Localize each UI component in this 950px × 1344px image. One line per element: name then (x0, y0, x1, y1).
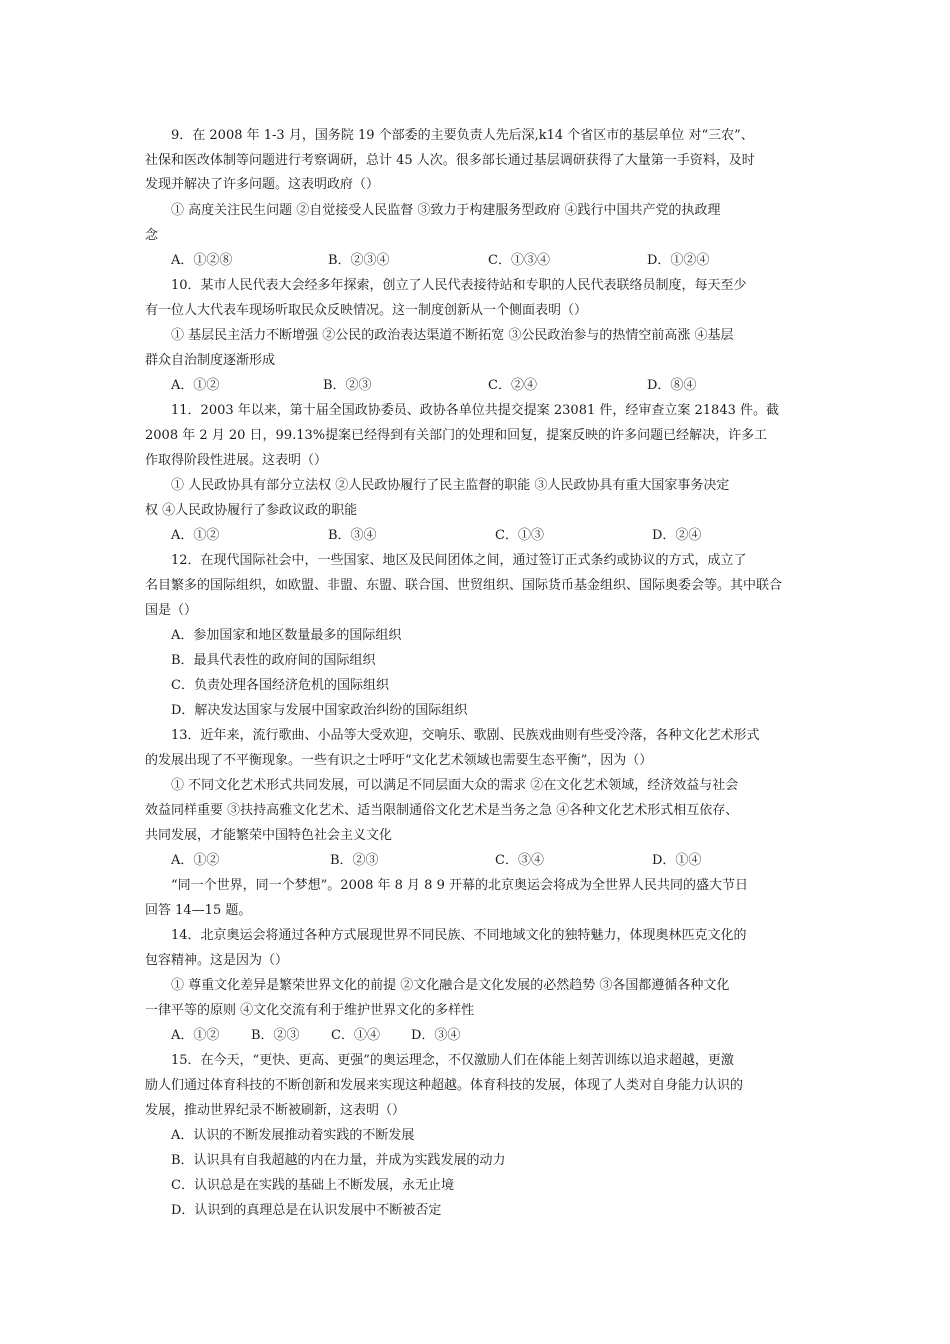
q11-stem-line-2: 2008 年 2 月 20 日，99.13%提案已经得到有关部门的处理和回复，提案反映的许多问题已经解决，许多工 (145, 428, 768, 443)
q14-option-a: A．①② (171, 1028, 220, 1043)
q9-statements-line-1: ① 高度关注民生问题 ②自觉接受人民监督 ③致力于构建服务型政府 ④践行中国共产党的执政理 (171, 203, 721, 218)
q10-option-c: C．②④ (488, 378, 537, 393)
q9-stem-line-3: 发现并解决了许多问题。这表明政府（） (145, 177, 380, 192)
q14-option-b: B．②③ (251, 1028, 300, 1043)
q15-option-c: C．认识总是在实践的基础上不断发展，永无止境 (171, 1178, 454, 1193)
q15-option-d: D．认识到的真理总是在认识发展中不断被否定 (171, 1203, 442, 1218)
q14-statements-line-2: 一律平等的原则 ④文化交流有利于维护世界文化的多样性 (145, 1003, 475, 1018)
q11-statements-line-2: 权 ④人民政协履行了参政议政的职能 (145, 503, 358, 518)
q15-option-a: A．认识的不断发展推动着实践的不断发展 (171, 1128, 415, 1143)
q9-option-d: D．①②④ (647, 253, 710, 268)
q11-option-d: D．②④ (652, 528, 702, 543)
q11-option-c: C．①③ (495, 528, 544, 543)
q15-stem-line-1: 15．在今天，“更快、更高、更强”的奥运理念，不仅激励人们在体能上刻苦训练以追求超越，更激 (171, 1053, 734, 1068)
q12-stem-line-1: 12．在现代国际社会中，一些国家、地区及民间团体之间，通过签订正式条约或协议的方式，成立了 (171, 553, 747, 568)
q15-stem-line-3: 发展，推动世界纪录不断被刷新，这表明（） (145, 1103, 406, 1118)
q14-statements-line-1: ① 尊重文化差异是繁荣世界文化的前提 ②文化融合是文化发展的必然趋势 ③各国都遵循各种文化 (171, 978, 730, 993)
q14-option-c: C．①④ (331, 1028, 380, 1043)
q12-stem-line-3: 国是（） (145, 603, 198, 618)
q9-stem-line-2: 社保和医改体制等问题进行考察调研，总计 45 人次。很多部长通过基层调研获得了大量第一手资料，及时 (145, 153, 755, 168)
q14-stem-line-2: 包容精神。这是因为（） (145, 953, 289, 968)
q15-option-b: B．认识具有自我超越的内在力量，并成为实践发展的动力 (171, 1153, 506, 1168)
q13-option-a: A．①② (171, 853, 220, 868)
q14-option-d: D．③④ (411, 1028, 461, 1043)
q12-stem-line-2: 名目繁多的国际组织，如欧盟、非盟、东盟、联合国、世贸组织、国际货币基金组织、国际奥委会等。其中联合 (145, 578, 783, 593)
q10-stem-line-1: 10．某市人民代表大会经多年探索，创立了人民代表接待站和专职的人民代表联络员制度，每天至少 (171, 278, 747, 293)
q9-stem-line-1: 9．在 2008 年 1-3 月，国务院 19 个部委的主要负责人先后深,k14 个省区市的基层单位 对“三农”、 (171, 128, 754, 143)
q10-statements-line-1: ① 基层民主活力不断增强 ②公民的政治表达渠道不断拓宽 ③公民政治参与的热情空前高涨 ④基层 (171, 328, 734, 343)
q10-option-a: A．①② (171, 378, 220, 393)
q11-option-b: B．③④ (328, 528, 377, 543)
q9-option-b: B．②③④ (328, 253, 390, 268)
q11-statements-line-1: ① 人民政协具有部分立法权 ②人民政协履行了民主监督的职能 ③人民政协具有重大国家事务决定 (171, 478, 730, 493)
q9-option-c: C．①③④ (488, 253, 550, 268)
q12-option-a: A．参加国家和地区数量最多的国际组织 (171, 628, 402, 643)
q13-option-d: D．①④ (652, 853, 702, 868)
q11-option-a: A．①② (171, 528, 220, 543)
q12-option-d: D．解决发达国家与发展中国家政治纠纷的国际组织 (171, 703, 468, 718)
q13-statements-line-3: 共同发展，才能繁荣中国特色社会主义文化 (145, 828, 393, 843)
q14-stem-line-1: 14．北京奥运会将通过各种方式展现世界不同民族、不同地域文化的独特魅力，体现奥林匹克文化的 (171, 928, 747, 943)
q15-stem-line-2: 励人们通过体育科技的不断创新和发展来实现这种超越。体育科技的发展，体现了人类对自身能力认识的 (145, 1078, 744, 1093)
q13-stem-line-2: 的发展出现了不平衡现象。一些有识之士呼吁“文化艺术领域也需要生态平衡”，因为（） (145, 753, 653, 768)
material-intro-line-2: 回答 14—15 题。 (145, 903, 252, 918)
q13-option-c: C．③④ (495, 853, 544, 868)
q13-statements-line-1: ① 不同文化艺术形式共同发展，可以满足不同层面大众的需求 ②在文化艺术领域，经济效益与社会 (171, 778, 739, 793)
q13-statements-line-2: 效益同样重要 ③扶持高雅文化艺术、适当限制通俗文化艺术是当务之急 ④各种文化艺术形式相互依存、 (145, 803, 739, 818)
material-intro-line-1: “同一个世界，同一个梦想”。2008 年 8 月 8 9 开幕的北京奥运会将成为全世界人民共同的盛大节日 (171, 878, 748, 893)
q10-option-d: D．⑧④ (647, 378, 697, 393)
q9-option-a: A．①②⑧ (171, 253, 233, 268)
q13-option-b: B．②③ (330, 853, 379, 868)
q10-stem-line-2: 有一位人大代表车现场听取民众反映情况。这一制度创新从一个侧面表明（） (145, 303, 588, 318)
q10-option-b: B．②③ (323, 378, 372, 393)
q9-statements-line-2: 念 (145, 228, 159, 243)
q10-statements-line-2: 群众自治制度逐渐形成 (145, 353, 276, 368)
q12-option-c: C．负责处理各国经济危机的国际组织 (171, 678, 389, 693)
q11-stem-line-3: 作取得阶段性进展。这表明（） (145, 453, 328, 468)
q11-stem-line-1: 11．2003 年以来，第十届全国政协委员、政协各单位共提交提案 23081 件，经审查立案 21843 件。截 (171, 403, 779, 418)
q12-option-b: B．最具代表性的政府间的国际组织 (171, 653, 376, 668)
q13-stem-line-1: 13．近年来，流行歌曲、小品等大受欢迎，交响乐、歌剧、民族戏曲则有些受冷落，各种文化艺术形式 (171, 728, 760, 743)
